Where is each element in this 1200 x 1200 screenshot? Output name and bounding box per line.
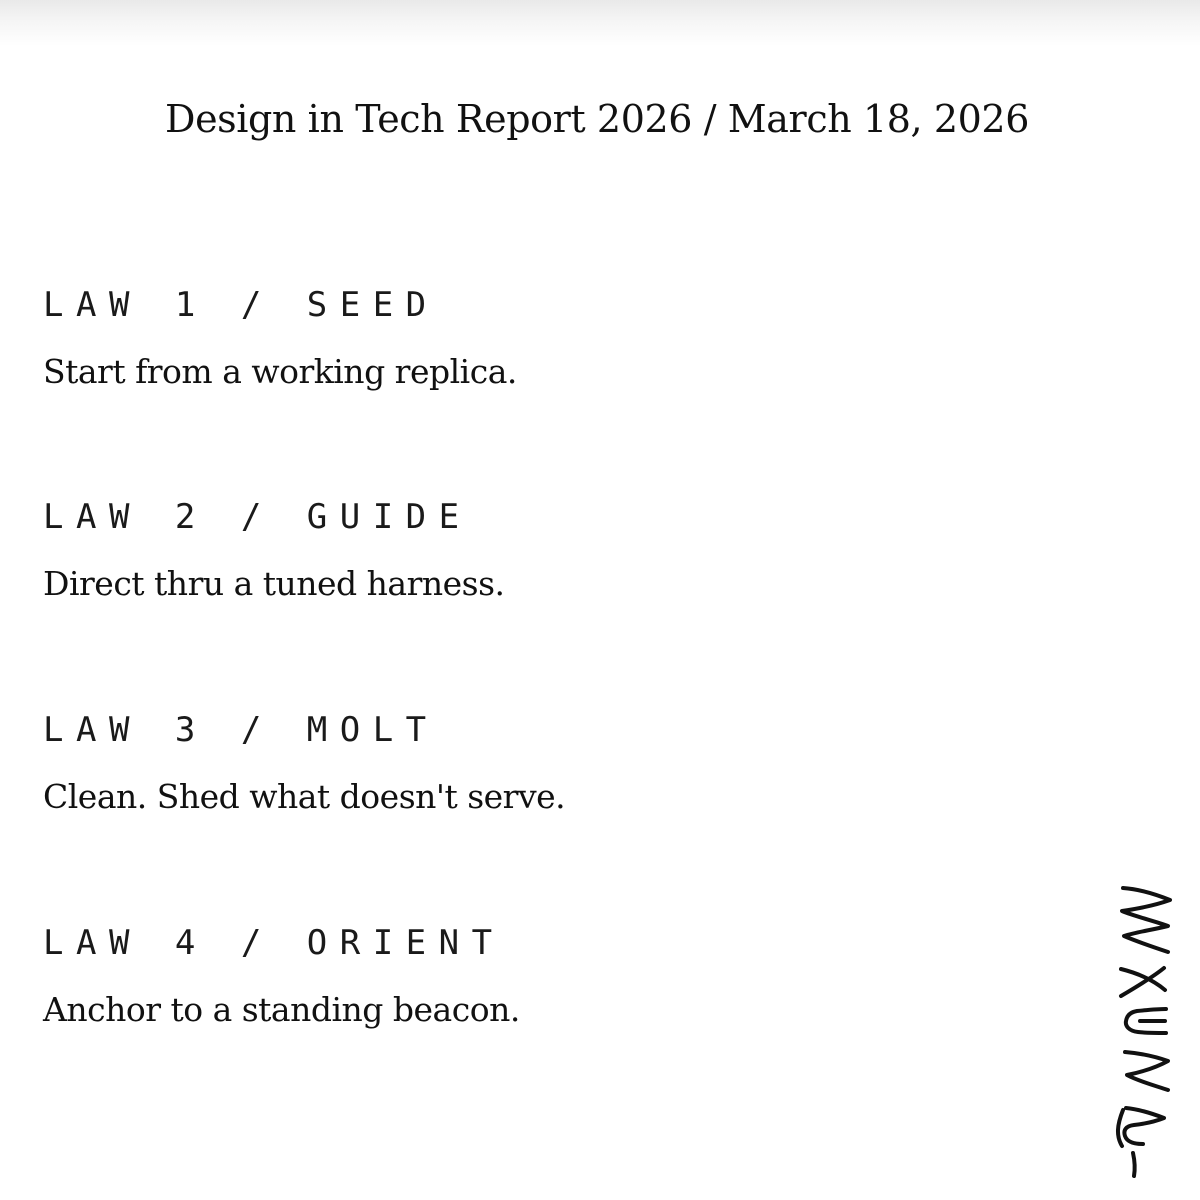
law-4-text: Anchor to a standing beacon. xyxy=(43,990,520,1029)
top-shadow xyxy=(0,0,1200,46)
signature-icon xyxy=(1082,870,1178,1180)
law-section-2 xyxy=(43,497,943,603)
law-1-text: Start from a working replica. xyxy=(43,352,517,391)
law-3-text: Clean. Shed what doesn't serve. xyxy=(43,777,566,816)
law-2-text: Direct thru a tuned harness. xyxy=(43,564,505,603)
law-2-label: LAW 2 / GUIDE xyxy=(43,497,472,537)
page-title: Design in Tech Report 2026 / March 18, 2026 xyxy=(165,97,1029,141)
law-section-1 xyxy=(43,285,943,391)
law-3-label: LAW 3 / MOLT xyxy=(43,710,439,750)
law-4-label: LAW 4 / ORIENT xyxy=(43,923,505,963)
law-1-label: LAW 1 / SEED xyxy=(43,285,439,325)
law-section-4 xyxy=(43,923,943,1029)
law-section-3 xyxy=(43,710,943,816)
